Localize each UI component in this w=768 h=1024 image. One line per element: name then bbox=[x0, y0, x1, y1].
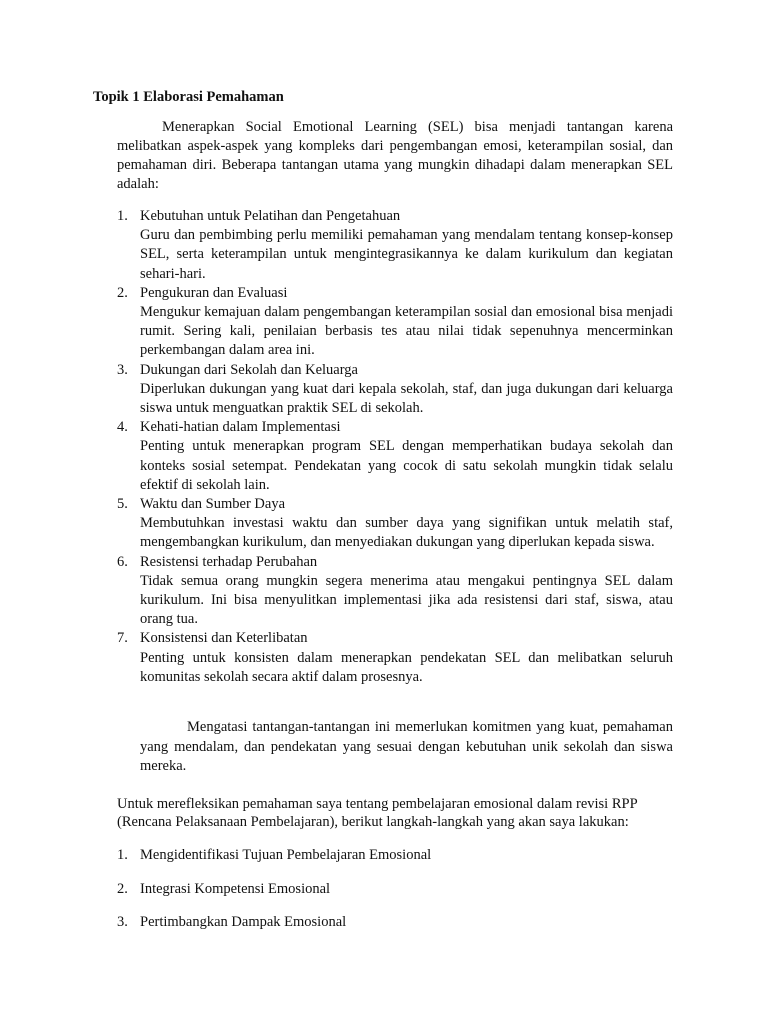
list-item-number: 3. bbox=[117, 361, 128, 378]
list-item-title: Kehati-hatian dalam Implementasi bbox=[140, 419, 341, 436]
list-item-title: Kebutuhan untuk Pelatihan dan Pengetahuan bbox=[140, 208, 401, 224]
list-item-number: 2. bbox=[117, 284, 128, 301]
list-item-description: Penting untuk menerapkan program SEL dengan memperhatikan budaya sekolah dan konteks sosial setempat. Pendekatan yang cocok di satu sekolah mungkin tidak selalu efektif di sekolah lain. bbox=[140, 438, 673, 493]
steps-list bbox=[117, 846, 673, 947]
reflection-paragraph: Untuk merefleksikan pemahaman saya tentang pembelajaran emosional dalam revisi RPP (Rencana Pelaksanaan Pembelajaran), berikut langkah-langkah yang akan saya lakukan: bbox=[117, 796, 638, 830]
list-item-number: 5. bbox=[117, 496, 128, 513]
list-item-title: Resistensi terhadap Perubahan bbox=[140, 553, 318, 570]
list-item-title: Konsistensi dan Keterlibatan bbox=[140, 630, 308, 647]
list-item bbox=[117, 880, 673, 899]
page-title: Topik 1 Elaborasi Pemahaman bbox=[93, 89, 284, 105]
list-item-number: 3. bbox=[117, 914, 128, 930]
list-item-title: Waktu dan Sumber Daya bbox=[140, 496, 285, 513]
list-item-description: Mengukur kemajuan dalam pengembangan keterampilan sosial dan emosional bisa menjadi rumit. Sering kali, penilaian berbasis tes atau nilai tidak sepenuhnya mencerminkan perkembangan dalam area ini. bbox=[140, 304, 673, 359]
list-item-number: 7. bbox=[117, 630, 128, 647]
list-item-number: 1. bbox=[117, 208, 128, 224]
intro-paragraph: Menerapkan Social Emotional Learning (SEL) bisa menjadi tantangan karena melibatkan aspek-aspek yang kompleks dari pengembangan emosi, keterampilan sosial, dan pemahaman diri. Beberapa tantangan utama yang mungkin dihadapi dalam menerapkan SEL adalah: bbox=[117, 119, 673, 192]
list-item-number: 6. bbox=[117, 553, 128, 570]
list-item bbox=[117, 495, 673, 553]
list-item bbox=[117, 207, 673, 284]
list-item-title: Dukungan dari Sekolah dan Keluarga bbox=[140, 361, 358, 378]
list-item-number: 2. bbox=[117, 880, 128, 897]
list-item-description: Penting untuk konsisten dalam menerapkan pendekatan SEL dan melibatkan seluruh komunitas sekolah secara aktif dalam prosesnya. bbox=[140, 649, 673, 685]
list-item bbox=[117, 361, 673, 419]
list-item-label: Integrasi Kompetensi Emosional bbox=[140, 880, 331, 897]
list-item-label: Pertimbangkan Dampak Emosional bbox=[140, 914, 347, 930]
list-item-description: Membutuhkan investasi waktu dan sumber daya yang signifikan untuk melatih staf, mengembangkan kurikulum, dan menyediakan dukungan yang diperlukan kepada siswa. bbox=[140, 515, 673, 551]
list-item-label: Mengidentifikasi Tujuan Pembelajaran Emosional bbox=[140, 847, 432, 863]
list-item-description: Guru dan pembimbing perlu memiliki pemahaman yang mendalam tentang konsep-konsep SEL, serta keterampilan untuk mengintegrasikannya ke dalam kurikulum dan kegiatan sehari-hari. bbox=[140, 227, 673, 282]
list-item bbox=[117, 629, 673, 687]
list-item bbox=[117, 284, 673, 361]
list-item bbox=[117, 553, 673, 630]
list-item-description: Diperlukan dukungan yang kuat dari kepala sekolah, staf, dan juga dukungan dari keluarga siswa untuk menguatkan praktik SEL di sekolah. bbox=[140, 380, 673, 417]
list-item-description: Tidak semua orang mungkin segera menerima atau mengakui pentingnya SEL dalam kurikulum. Ini bisa menyulitkan implementasi jika ada resistensi dari staf, siswa, atau orang tua. bbox=[140, 572, 673, 628]
list-item bbox=[117, 846, 673, 865]
list-item bbox=[117, 418, 673, 495]
challenge-list bbox=[117, 207, 673, 687]
list-item bbox=[117, 913, 673, 932]
list-item-title: Pengukuran dan Evaluasi bbox=[140, 284, 288, 301]
closing-paragraph: Mengatasi tantangan-tantangan ini memerlukan komitmen yang kuat, pemahaman yang mendalam, dan pendekatan yang sesuai dengan kebutuhan unik sekolah dan siswa mereka. bbox=[140, 719, 673, 774]
list-item-number: 4. bbox=[117, 419, 128, 436]
list-item-number: 1. bbox=[117, 847, 128, 863]
